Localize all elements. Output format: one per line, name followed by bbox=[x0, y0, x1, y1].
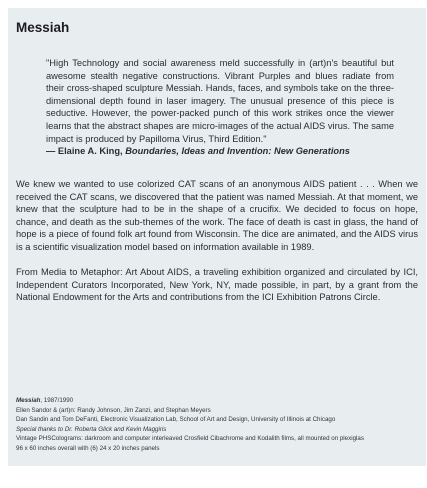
quote-block bbox=[46, 57, 394, 158]
credit-title-line bbox=[16, 396, 421, 406]
credit-work-title: Messiah bbox=[16, 397, 41, 404]
quote-attribution bbox=[46, 146, 350, 156]
quote-source: Boundaries, Ideas and Invention: New Generations bbox=[125, 146, 350, 157]
exhibition-paragraph: From Media to Metaphor: Art About AIDS, a traveling exhibition organized and circulated by ICI, Independent Curators Incorporated, New York, NY, made possible, in part, by a grant from the National Endowment for the Arts and contributions from the ICI Exhibition Patrons Circle. bbox=[16, 267, 418, 303]
credit-thanks: Special thanks to Dr. Roberta Glick and Kevin Maggiris bbox=[16, 425, 167, 433]
quote-text: "High Technology and social awareness meld successfully in (art)n's beautiful but awesome stealth negative constructions. Vibrant Purples and blues radiate from their cross-shaped sculpture Messiah. Hands, faces, and symbols take on the three-dimensional depth found in laser imagery. The unusual presence of this piece is seductive. However, the power-packed punch of this work strikes once the viewer learns that the abstract shapes are micro-images of the actual AIDS virus. The same impact is produced by Papilloma Virus, Third Edition." bbox=[46, 58, 394, 144]
statement-paragraph: We knew we wanted to use colorized CAT scans of an anonymous AIDS patient . . . When we received the CAT scans, we discovered that the patient was named Messiah. At that moment, we knew that the sculpture had to be in the shape of a crucifix. We decided to focus on hope, chance, and death as the sub-themes of the work. The face of death is cast in glass, the hand of hope is a piece of found folk art found from Wisconsin. The dice are animated, and the AIDS virus is a scientific visualization model based on information available in 1989. bbox=[16, 179, 418, 252]
credit-materials: Vintage PHSColograms: darkroom and computer interleaved Crosfield Cibachrome and Kodalith films, all mounted on plexiglas bbox=[16, 435, 364, 443]
credit-artists: Ellen Sandor & (art)n: Randy Johnson, Jim Zanzi, and Stephan Meyers bbox=[16, 406, 211, 414]
credit-dimensions: 96 x 60 inches overall with (6) 24 x 20 inches panels bbox=[16, 444, 160, 452]
credit-dates: , 1987/1990 bbox=[40, 397, 74, 404]
credit-collaborators: Dan Sandin and Tom DeFanti, Electronic Visualization Lab, School of Art and Design, University of Illinois at Chicago bbox=[16, 416, 336, 424]
quote-author: — Elaine A. King, bbox=[46, 146, 123, 157]
artwork-credits bbox=[16, 396, 421, 454]
page-title: Messiah bbox=[16, 20, 70, 35]
wall-label-panel bbox=[8, 8, 426, 466]
